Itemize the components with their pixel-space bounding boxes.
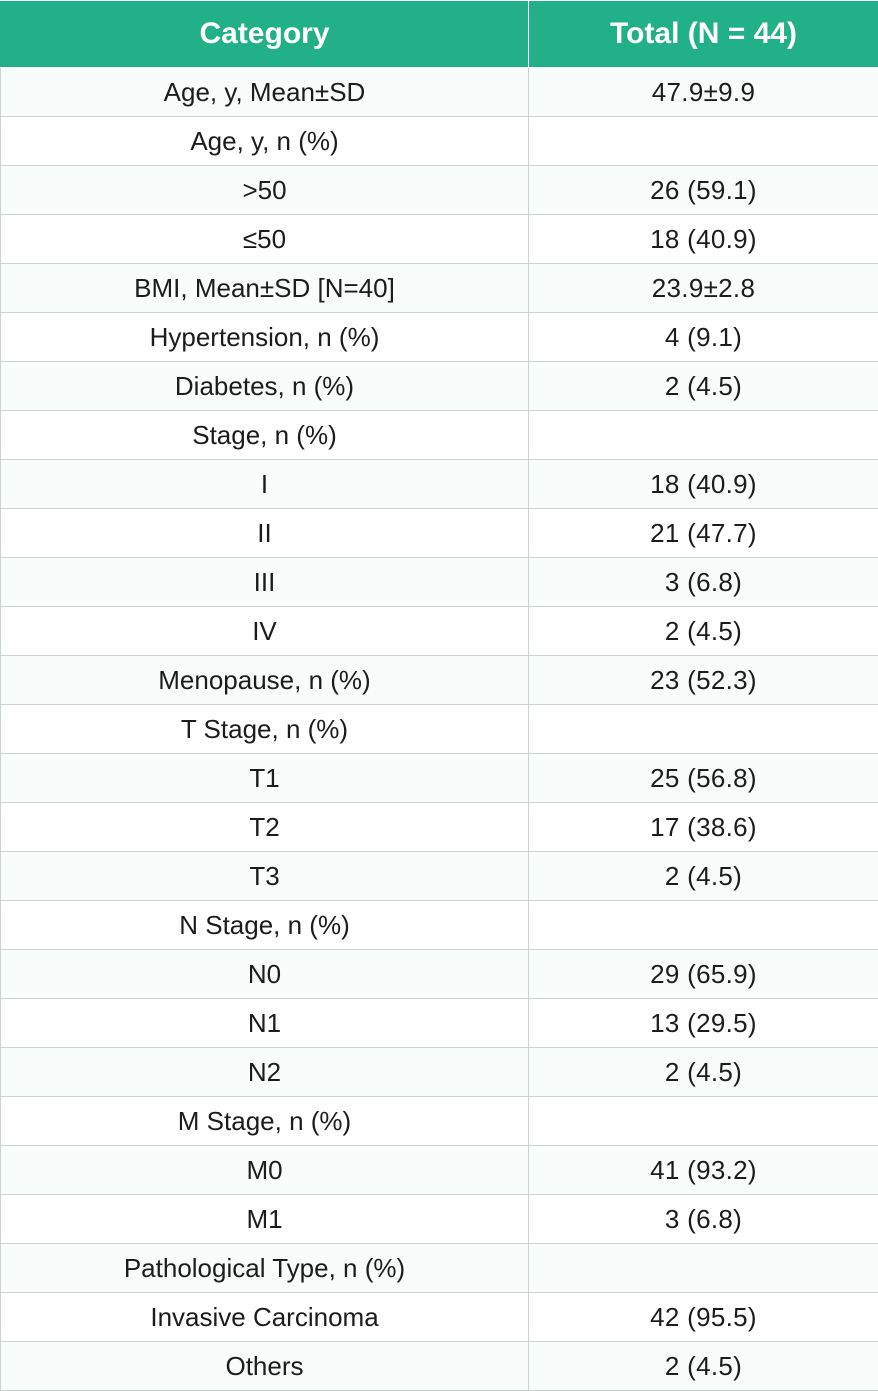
cell-category: Menopause, n (%) — [1, 656, 529, 705]
table-header-row — [1, 1, 878, 68]
table-row — [1, 509, 878, 558]
cell-category: Pathological Type, n (%) — [1, 1244, 529, 1293]
cell-total-value: 29 (65.9) — [529, 950, 878, 999]
cell-category: N0 — [1, 950, 529, 999]
cell-category: IV — [1, 607, 529, 656]
cell-category: N2 — [1, 1048, 529, 1097]
cell-category: N1 — [1, 999, 529, 1048]
cell-total-value: 17 (38.6) — [529, 803, 878, 852]
cell-category: I — [1, 460, 529, 509]
cell-category: III — [1, 558, 529, 607]
table-row — [1, 705, 878, 754]
cell-total-value: 2 (4.5) — [529, 852, 878, 901]
column-header-total: Total (N = 44) — [529, 1, 878, 68]
cell-total-value: 26 (59.1) — [529, 166, 878, 215]
cell-category: M1 — [1, 1195, 529, 1244]
cell-category: M Stage, n (%) — [1, 1097, 529, 1146]
table-row — [1, 68, 878, 117]
cell-total-value: 3 (6.8) — [529, 1195, 878, 1244]
cell-category: BMI, Mean±SD [N=40] — [1, 264, 529, 313]
table-row — [1, 166, 878, 215]
cell-category: Stage, n (%) — [1, 411, 529, 460]
cell-total-value: 18 (40.9) — [529, 215, 878, 264]
cell-total-value — [529, 705, 878, 754]
cell-total-value: 3 (6.8) — [529, 558, 878, 607]
cell-total-value: 47.9±9.9 — [529, 68, 878, 117]
cell-total-value: 13 (29.5) — [529, 999, 878, 1048]
table-row — [1, 999, 878, 1048]
cell-total-value: 18 (40.9) — [529, 460, 878, 509]
table-row — [1, 215, 878, 264]
table-row — [1, 117, 878, 166]
cell-total-value: 41 (93.2) — [529, 1146, 878, 1195]
cell-category: Hypertension, n (%) — [1, 313, 529, 362]
table-row — [1, 1146, 878, 1195]
table-row — [1, 313, 878, 362]
cell-category: Diabetes, n (%) — [1, 362, 529, 411]
cell-category: T1 — [1, 754, 529, 803]
cell-total-value — [529, 1244, 878, 1293]
table-row — [1, 558, 878, 607]
cell-total-value: 4 (9.1) — [529, 313, 878, 362]
cell-total-value: 23.9±2.8 — [529, 264, 878, 313]
table-row — [1, 411, 878, 460]
cell-total-value — [529, 1097, 878, 1146]
cell-category: Age, y, n (%) — [1, 117, 529, 166]
table-row — [1, 901, 878, 950]
table-header — [1, 1, 878, 68]
table-row — [1, 656, 878, 705]
cell-category: T3 — [1, 852, 529, 901]
table-row — [1, 460, 878, 509]
cell-total-value: 21 (47.7) — [529, 509, 878, 558]
cell-total-value: 2 (4.5) — [529, 607, 878, 656]
cell-category: T Stage, n (%) — [1, 705, 529, 754]
cell-total-value — [529, 411, 878, 460]
table-row — [1, 950, 878, 999]
table-row — [1, 1195, 878, 1244]
cell-category: N Stage, n (%) — [1, 901, 529, 950]
cell-total-value — [529, 117, 878, 166]
cell-category: Age, y, Mean±SD — [1, 68, 529, 117]
cell-category: >50 — [1, 166, 529, 215]
table-row — [1, 754, 878, 803]
cell-category: II — [1, 509, 529, 558]
cell-category: T2 — [1, 803, 529, 852]
cell-total-value: 2 (4.5) — [529, 1342, 878, 1391]
table-row — [1, 803, 878, 852]
column-header-category: Category — [1, 1, 529, 68]
table-row — [1, 264, 878, 313]
table-row — [1, 852, 878, 901]
table-row — [1, 1244, 878, 1293]
cell-total-value: 2 (4.5) — [529, 362, 878, 411]
cell-category: M0 — [1, 1146, 529, 1195]
cell-category: ≤50 — [1, 215, 529, 264]
table-row — [1, 607, 878, 656]
table-row — [1, 1097, 878, 1146]
cell-total-value: 42 (95.5) — [529, 1293, 878, 1342]
table-row — [1, 1293, 878, 1342]
cell-category: Invasive Carcinoma — [1, 1293, 529, 1342]
cell-total-value: 25 (56.8) — [529, 754, 878, 803]
table-body — [1, 68, 878, 1391]
table-row — [1, 362, 878, 411]
table-row — [1, 1048, 878, 1097]
cell-total-value: 23 (52.3) — [529, 656, 878, 705]
table-row — [1, 1342, 878, 1391]
cell-total-value: 2 (4.5) — [529, 1048, 878, 1097]
cell-total-value — [529, 901, 878, 950]
cell-category: Others — [1, 1342, 529, 1391]
